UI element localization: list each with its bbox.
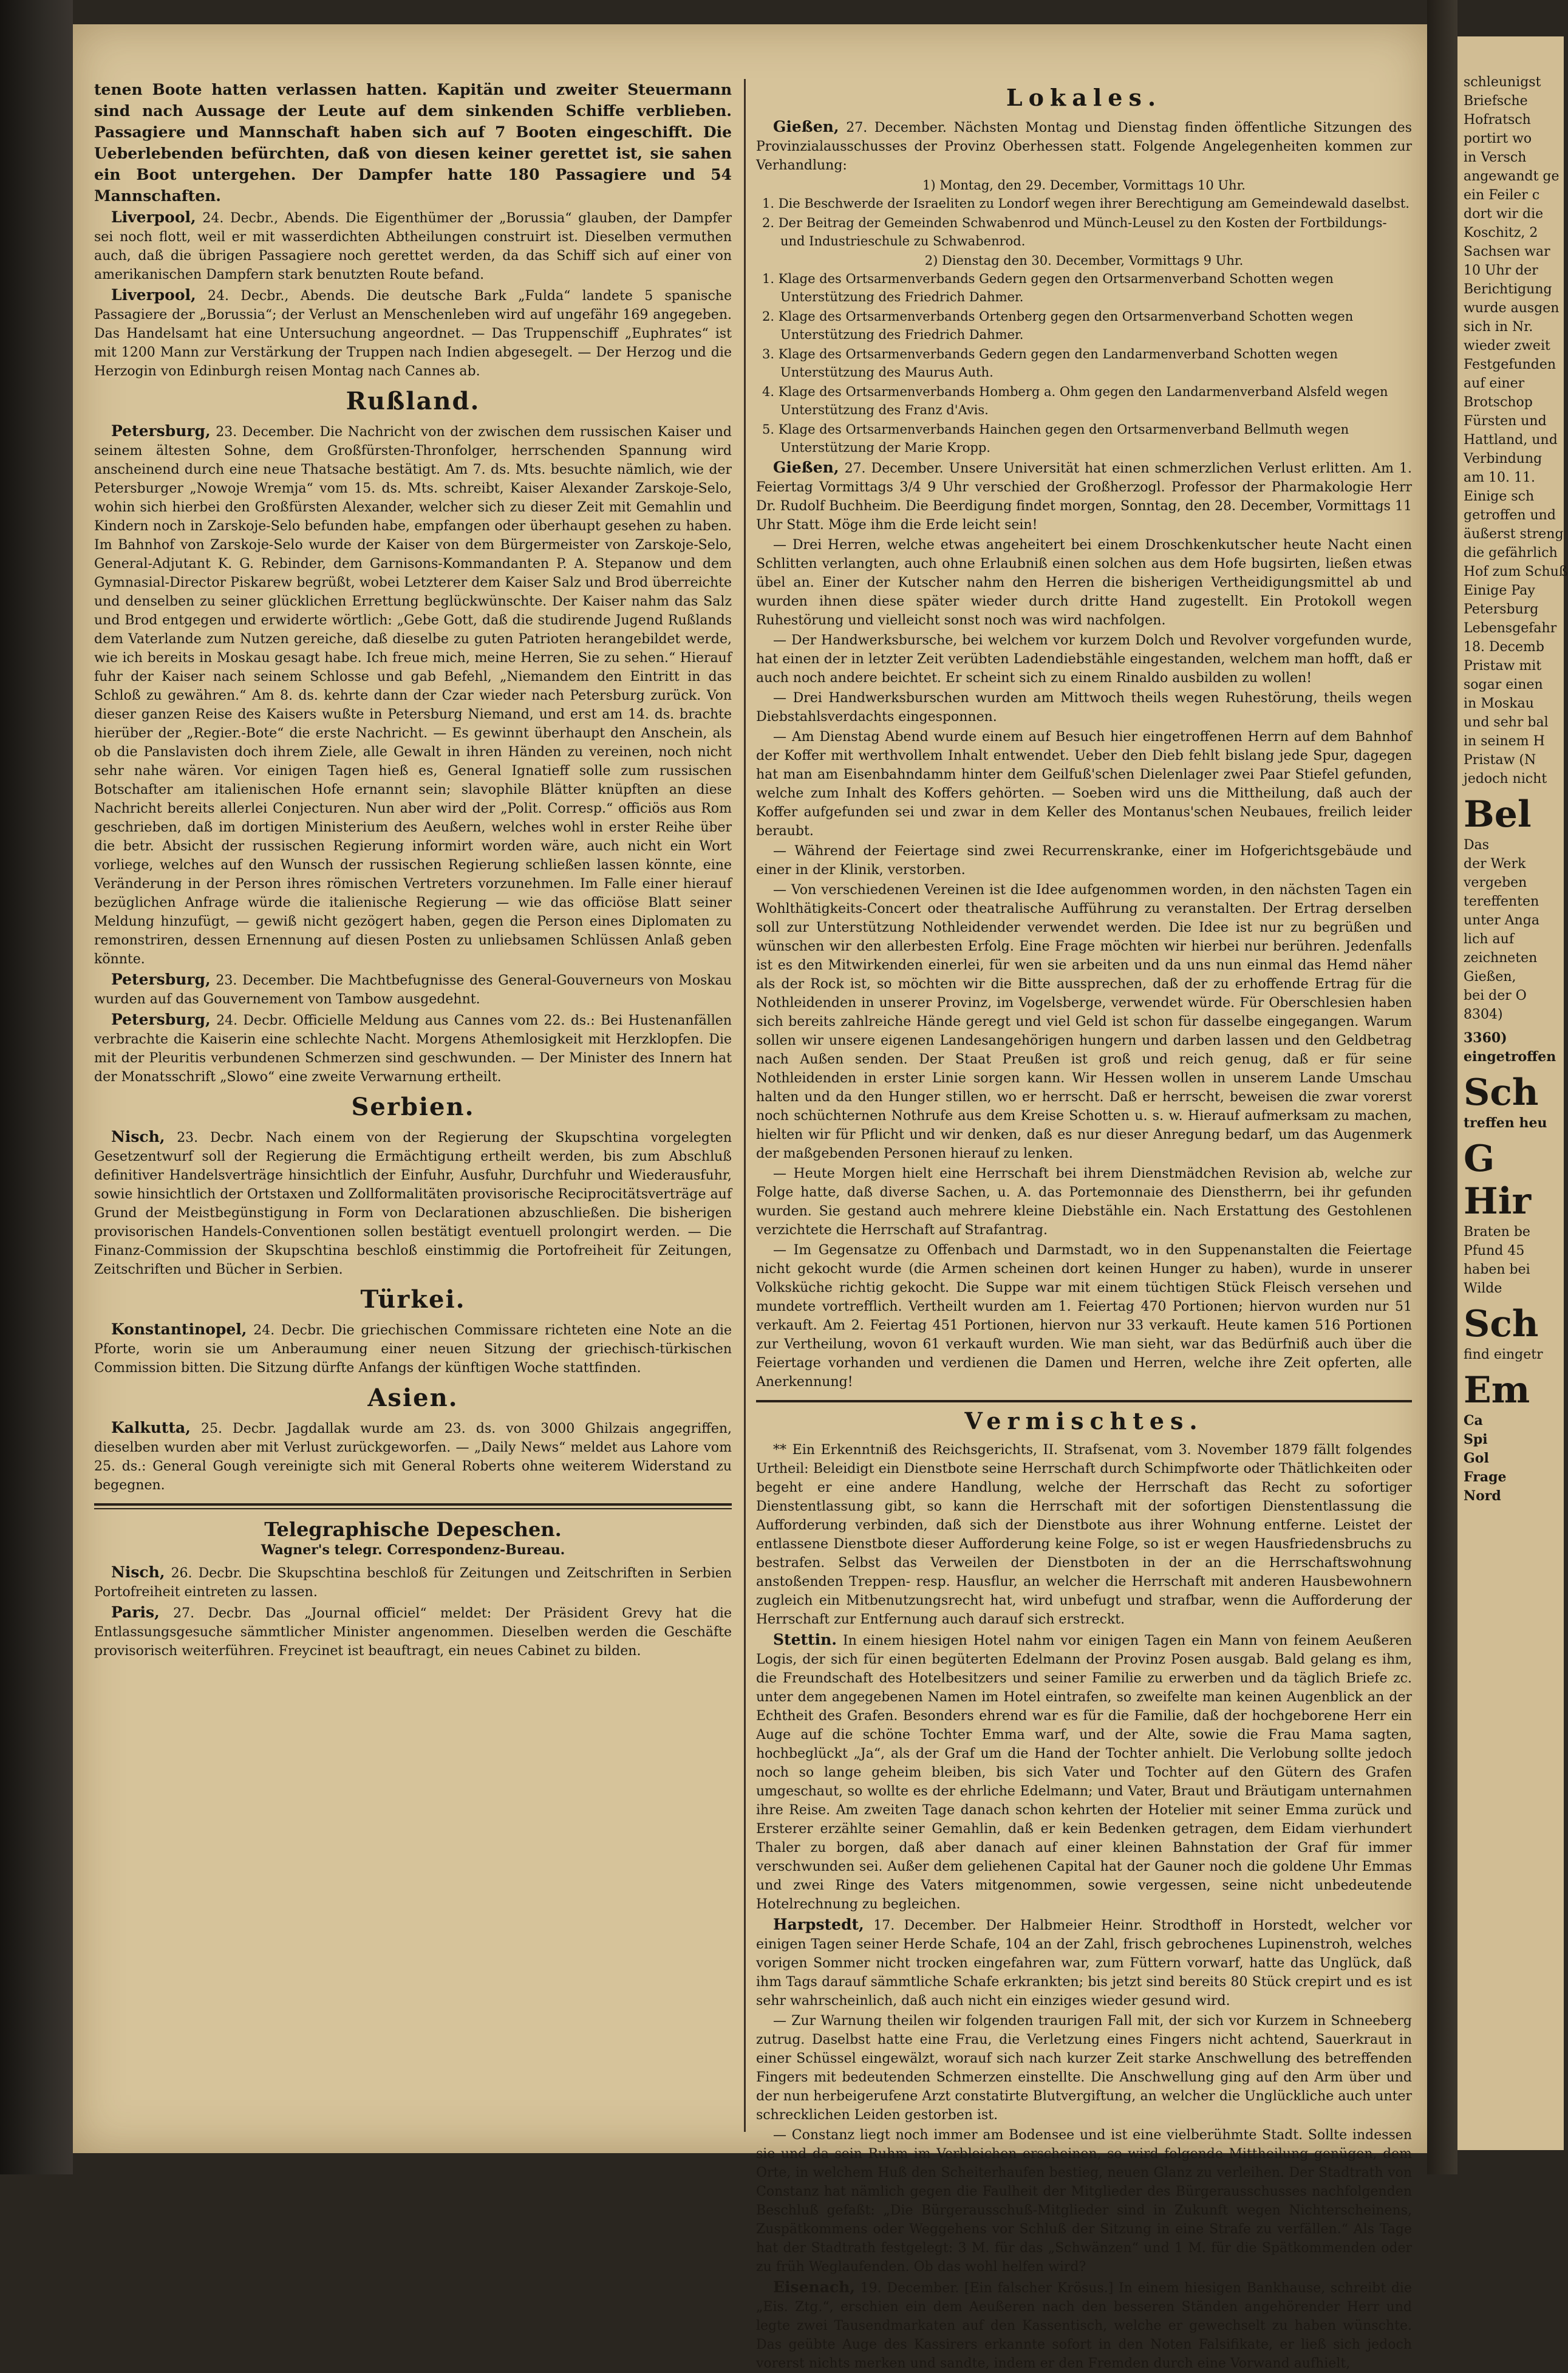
text-fragment: Frage <box>1464 1469 1507 1485</box>
article-liverpool-2: Liverpool, 24. Decbr., Abends. Die deutsche Bark „Fulda“ landete 5 spanische Passagiere der „Borussia“; der Verlust an Menschenleben wird auf ungefähr 169 angegeben. Das Handelsamt hat eine Untersuchung angeordnet. — Das Truppenschiff „Euphrates“ ist mit 1200 Mann zur Verstärkung der Truppen nach Indien abgesegelt. — Der Herzog und die Herzogin von Edinburgh reisen Montag nach Cannes ab. <box>94 286 732 379</box>
text-fragment: find eingetr <box>1464 1347 1543 1362</box>
text-fragment: in Moskau <box>1464 696 1534 711</box>
article-kalkutta: Kalkutta, 25. Decbr. Jagdallak wurde am 23. ds. von 3000 Ghilzais angegriffen, dieselben wurden aber mit Verlust zurückgeworfen. — „Daily News“ meldet aus Lahore vom 25. ds.: General Gough vereinigte sich mit General Roberts ohne weiterem Widerstand zu begegnen. <box>94 1419 732 1493</box>
fragment-block <box>1464 1029 1567 1067</box>
text-fragment: Briefsche <box>1464 94 1528 109</box>
text-fragment: Das <box>1464 838 1490 853</box>
text-fragment: Hofratsch <box>1464 112 1531 128</box>
dateline: Eisenach, <box>773 2278 856 2296</box>
local-note: — Am Dienstag Abend wurde einem auf Besuch hier eingetroffenen Herrn auf dem Bahnhof der Koffer mit werthvollem Inhalt entwendet. Ueber den Dieb fehlt bislang jede Spur, dagegen hat man am Eisenbahndamm hinter dem Geilfuß'schen Dielenlager zwei Paar Stiefel gefunden, welche zum Inhalt des Koffers gehörten. — Soeben wird uns die Mittheilung, daß auch der Koffer aufgefunden sei und zwar in dem Keller des Montanus'schen Neubaues, freilich leider beraubt. <box>756 729 1412 839</box>
text-fragment: unter Anga <box>1464 913 1539 928</box>
text-fragment: Pfund 45 <box>1464 1243 1525 1258</box>
text-fragment: tereffenten <box>1464 894 1539 909</box>
text-fragment: der Werk <box>1464 856 1526 872</box>
section-heading-lokales: Lokales. <box>1006 84 1162 111</box>
text-fragment: Berichtigung <box>1464 282 1552 297</box>
article-paris: Paris, 27. Decbr. Das „Journal officiel“ meldet: Der Präsident Grevy hat die Entlassungsgesuche sämmtlicher Minister angenommen. Dieselben werden die Geschäfte provisorisch weiterführen. Freycinet ist beauftragt, ein neues Cabinet zu bilden. <box>94 1603 732 1659</box>
agenda-item: 3. Klage des Ortsarmenverbands Gedern gegen den Landarmenverband Schotten wegen Unterstützung des Maurus Auth. <box>762 347 1338 380</box>
section-heading-tuerkei: Türkei. <box>360 1285 466 1314</box>
text-fragment: angewandt ge <box>1464 169 1559 184</box>
text-fragment: Festgefunden <box>1464 357 1556 372</box>
section-heading-serbien: Serbien. <box>351 1093 475 1121</box>
text-fragment: in Versch <box>1464 150 1527 165</box>
section-heading-russland: Rußland. <box>346 387 480 415</box>
text-fragment: auf einer <box>1464 376 1525 391</box>
text-fragment: Hattland, und <box>1464 432 1558 448</box>
text-fragment: Einige sch <box>1464 489 1535 504</box>
text-fragment: wurde ausgen <box>1464 301 1559 316</box>
telegraph-subheading: Wagner's telegr. Correspondenz-Bureau. <box>261 1542 565 1558</box>
dateline: Petersburg, <box>111 971 211 988</box>
text-fragment: Wilde <box>1464 1281 1502 1296</box>
text-fragment: Einige Pay <box>1464 583 1535 598</box>
dateline: Konstantinopel, <box>111 1320 247 1338</box>
agenda-day-2: 2) Dienstag den 30. December, Vormittags 9 Uhr. <box>924 253 1244 268</box>
text-fragment: Nord <box>1464 1488 1501 1504</box>
text-fragment: Koschitz, 2 <box>1464 225 1538 241</box>
text-fragment: Sachsen war <box>1464 244 1550 259</box>
book-binding-edge <box>0 0 73 2174</box>
text-fragment: haben bei <box>1464 1262 1530 1277</box>
text-fragment: wieder zweit <box>1464 338 1550 353</box>
agenda-item: 2. Der Beitrag der Gemeinden Schwabenrod und Münch-Leusel zu den Kosten der Fortbildungs- und Industrieschule zu Schwabenrod. <box>762 216 1387 248</box>
section-heading-asien: Asien. <box>367 1384 458 1412</box>
text-fragment: 8304) <box>1464 1007 1503 1022</box>
text-fragment: Fürsten und <box>1464 414 1547 429</box>
text-fragment: Ca <box>1464 1413 1483 1429</box>
text-fragment: sich in Nr. <box>1464 319 1533 335</box>
text-fragment: getroffen und <box>1464 508 1556 523</box>
column-divider <box>744 79 746 2132</box>
section-heading-vermischtes: Vermischtes. <box>964 1407 1204 1435</box>
fragment-block <box>1464 1114 1567 1133</box>
dateline: Petersburg, <box>111 422 211 440</box>
text-fragment: Braten be <box>1464 1224 1530 1240</box>
text-fragment: am 10. 11. <box>1464 470 1535 485</box>
dateline: Petersburg, <box>111 1011 211 1028</box>
text-fragment: Brotschop <box>1464 395 1533 410</box>
article-giessen-2: Gießen, 27. December. Unsere Universität hat einen schmerzlichen Verlust erlitten. Am 1. Feiertag Vormittags 3/4 9 Uhr verschied der Großherzogl. Professor der Pharmakologie Herr Dr. Rudolf Buchheim. Die Beerdigung findet morgen, Sonntag, den 28. December, Vormittags 11 Uhr Statt. Möge ihm die Erde leicht sein! <box>756 459 1413 533</box>
article-konstantinopel: Konstantinopel, 24. Decbr. Die griechischen Commissare richteten eine Note an die Pforte, worin sie um Anberaumung einer neuen Sitzung der griechisch-türkischen Commission bitten. Die Sitzung dürfte Anfangs der künftigen Woche stattfinden. <box>94 1320 732 1376</box>
text-fragment: die gefährlich <box>1464 545 1558 561</box>
text-fragment: 3360) <box>1464 1030 1507 1046</box>
text-fragment: schleunigst <box>1464 75 1541 90</box>
agenda-item: 1. Die Beschwerde der Israeliten zu Londorf wegen ihrer Berechtigung am Gemeindewald daselbst. <box>762 196 1409 211</box>
text-fragment: Gießen, <box>1464 969 1516 985</box>
adjacent-page-strip <box>1457 36 1568 2150</box>
dateline: Gießen, <box>773 459 839 476</box>
text-fragment: treffen heu <box>1464 1115 1547 1131</box>
local-note: — Drei Herren, welche etwas angeheitert bei einem Droschkenkutscher heute Nacht einen Schlitten verlangten, auch ohne Erlaubniß einen solchen aus dem Hofe bugsirten, ließen etwas übel an. Einer der Kutscher nahm den Herren die bisherigen Vertheidigungsmittel ab und wurden ihnen diese später wieder durch dritte Hand zugestellt. Ein Protokoll wegen Ruhestörung und vielleicht sonst noch was wird nachfolgen. <box>756 538 1412 628</box>
text-fragment: Pristaw mit <box>1464 658 1542 674</box>
text-fragment: 18. Decemb <box>1464 640 1544 655</box>
ad-heading-fragment: Sch <box>1464 1303 1539 1345</box>
right-column <box>756 79 1413 2371</box>
article-nisch-1: Nisch, 23. Decbr. Nach einem von der Regierung der Skupschtina vorgelegten Gesetzentwurf soll der Regierung die Ermächtigung ertheilt werden, bis zum Abschluß definitiver Handelsverträge hinsichtlich der Einfuhr, Ausfuhr, Durchfuhr und Wiederausfuhr, sowie hinsichtlich der Ortstaxen und Zollformalitäten provisorische Reciprocitätsverträge auf Grund der Meistbegünstigung in Form von Declarationen abzuschließen. Die bisherigen provisorischen Handels-Conventionen sollen bestätigt eventuell prolongirt werden. — Die Finanz-Commission der Skupschtina beschloß einstimmig die Portofreiheit für Zeitungen, Zeitschriften und Bücher in Serbien. <box>94 1128 732 1277</box>
article-petersburg-1: Petersburg, 23. December. Die Nachricht von der zwischen dem russischen Kaiser und seinem ältesten Sohne, dem Großfürsten-Thronfolger, herrschenden Spannung wird anscheinend durch eine neue Thatsache bestätigt. Am 7. ds. Mts. besuchte nämlich, wie der Petersburger „Nowoje Wremja“ vom 15. ds. Mts. schreibt, Kaiser Alexander Zarskoje-Selo, wohin sich hierbei den Großfürsten Alexander, welcher sich zu dieser Zeit mit Gemahlin und Kindern noch in Zarskoje-Selo befunden habe, empfangen oder überhaupt gesehen zu haben. Im Bahnhof von Zarskoje-Selo wurde der Kaiser von dem Bürgermeister von Zarskoje-Selo, General-Adjutant K. G. Rebinder, dem Garnisons-Kommandanten P. A. Stepanow und dem Gymnasial-Director Piskarew begrüßt, wobei Letzterer dem Kaiser Salz und Brod überreichte und denselben zu seiner glücklichen Errettung beglückwünschte. Der Kaiser nahm das Salz und Brod entgegen und erwiderte wörtlich: „Gebe Gott, daß die studirende Jugend Rußlands dem Vaterlande zum Nutzen gereiche, daß dieselbe zu guten Patrioten herangebildet werde, wie ich bereits in Moskau gesagt habe. Ich freue mich, meine Herren, Sie zu sehen.“ Hierauf fuhr der Kaiser nach seinem Schlosse und gab Befehl, „Niemandem den Eintritt in das Schloß zu gewähren.“ Am 8. ds. kehrte dann der Czar wieder nach Petersburg zurück. Von dieser ganzen Reise des Kaisers wußte in Petersburg Niemand, und erst am 14. ds. brachte hierüber der „Regier.-Bote“ die erste Nachricht. — Es gewinnt überhaupt den Anschein, als ob die Panslavisten doch ihrem Ziele, alle Gewalt in ihren Händen zu vereinen, noch nicht sehr nahe wären. Vor einigen Tagen hieß es, General Ignatieff solle zum russischen Botschafter am italienischen Hofe ernannt sein; slavophile Blätter knüpften an diese Nachricht bereits allerlei Conjecturen. Nun aber wird der „Polit. Corresp.“ officiös aus Rom geschrieben, daß im dortigen Ministerium des Aeußern, welches wohl in erster Reihe über die betr. Absicht der russischen Regierung informirt worden wäre, auch nicht ein Wort vorliege, welches auf den Wunsch der russischen Regierung schließen lassen könnte, eine Veränderung in der Person ihres römischen Vertreters vorzunehmen. Im Falle einer hierauf bezüglichen Anfrage würde die italienische Regierung — wie das officiöse Blatt seiner Meldung hinzufügt, — gewiß nicht gezögert haben, gegen die Person eines Diplomaten zu remonstriren, dessen Ernennung auf diesen Posten zu unliebsamen Schlüssen Anlaß geben könnte. <box>94 422 732 967</box>
dateline: Stettin. <box>773 1631 837 1648</box>
dateline: Kalkutta, <box>111 1419 191 1436</box>
text-fragment: 10 Uhr der <box>1464 263 1538 278</box>
fragment-block <box>1464 1223 1567 1298</box>
text-fragment: in seinem H <box>1464 734 1545 749</box>
article-eisenach: Eisenach, 19. December. [Ein falscher Krösus.] In einem hiesigen Bankhause, schreibt die „Eis. Ztg.“, erschien ein dem Aeußeren nach den besseren Ständen angehörender Herr und legte zwei Tausendmarkaten auf den Kassentisch, welche er gewechselt zu haben wünschte. Das geübte Auge des Kassirers erkannte sofort in den Noten Falsifikate, er ließ sich jedoch vorerst nichts merken und sandte, indem er den Fremden durch eine Vorwand aufhielt, <box>756 2278 1412 2371</box>
text-fragment: Petersburg <box>1464 602 1539 617</box>
text-fragment: eingetroffen <box>1464 1049 1556 1065</box>
fragment-block <box>1464 73 1567 788</box>
dateline: Liverpool, <box>111 208 196 226</box>
ad-heading-fragment: Sch <box>1464 1071 1539 1114</box>
text-fragment: bei der O <box>1464 988 1527 1003</box>
dateline: Paris, <box>111 1603 160 1621</box>
agenda-item: 4. Klage des Ortsarmenverbands Homberg a. Ohm gegen den Landarmenverband Alsfeld wegen Unterstützung des Franz d'Avis. <box>762 384 1388 417</box>
article-stettin: Stettin. In einem hiesigen Hotel nahm vor einigen Tagen ein Mann von feinem Aeußeren Logis, der sich für einen begüterten Edelmann der Provinz Posen ausgab. Bald gelang es ihm, die Freundschaft des Hotelbesitzers und seiner Familie zu erwerben und da täglich Briefe zc. unter dem angegebenen Namen im Hotel eintrafen, so zweifelte man keinen Augenblick an der Echtheit des Grafen. Besonders ehrend war es für die Familie, daß der hochgeborene Herr ein Auge auf die schöne Tochter Emma warf, und der Alte, sowie die Frau Mama sagten, hochbeglückt „Ja“, als der Graf um die Hand der Tochter anhielt. Die Verlobung sollte jedoch noch so lange geheim bleiben, bis sich Vater und Tochter auf den Gütern des Grafen umgeschaut, so wollte es der ehrliche Edelmann; und Vater, Braut und Bräutigam unternahmen ihre Reise. Am zweiten Tage danach schon kehrten der Hotelier mit seiner Emma zurück und Ersterer erzählte seiner Gemahlin, daß er kein Bedenken getragen, dem Eidam vierhundert Thaler zu borgen, daß aber danach auf einer kleinen Bahnstation der Graf für immer verschwunden sei. Außer dem geliehenen Capital hat der Gauner noch die goldene Uhr Emmas und zwei Ringe des Vaters mitgenommen, sowie vergessen, seine nicht unbedeutende Hotelrechnung zu begleichen. <box>756 1631 1412 1912</box>
ad-heading-fragment: Hir <box>1464 1180 1532 1223</box>
ad-heading-fragment: Bel <box>1464 793 1532 836</box>
misc-article: — Constanz liegt noch immer am Bodensee und ist eine vielberühmte Stadt. Sollte indessen sie und da sein Ruhm im Verbleichen erscheinen, so wird folgende Mittheilung genügen, dem Orte, in welchem Huß den Scheiterhaufen bestieg, neuen Glanz zu verleihen. Der Stadtrath von Constanz hat nämlich gegen die Faulheit der Mitglieder des Bürgerausschusses nachfolgenden Beschluß gefaßt: „Die Bürgerausschuß-Mitglieder sind in Zukunft wegen Nichterscheinens, Zuspätkommens oder Weggehens vor Schluß der Sitzung in eine Strafe zu verfällen.“ Als Tage hat der Stadtrath festgelegt: 3 M. für das „Schwänzen“ und 1 M. für die Spätkommenden oder zu früh Weglaufenden. Ob das wohl helfen wird? <box>756 2128 1412 2275</box>
text-fragment: sogar einen <box>1464 677 1543 692</box>
text-fragment: Pristaw (N <box>1464 753 1536 768</box>
text-fragment: ein Feiler c <box>1464 188 1540 203</box>
article-harpstedt: Harpstedt, 17. December. Der Halbmeier Heinr. Strodthoff in Horstedt, welcher vor einigen Tagen seiner Herde Schafe, 104 an der Zahl, frisch gebrochenes Lupinenstroh, welches vorigen Sommer nicht trocken eingefahren war, zum Füttern vorwarf, hatte das Unglück, daß ihm Tags darauf sämmtliche Schafe erkrankten; bis jetzt sind bereits 80 Stück crepirt und es ist sehr wahrscheinlich, daß auch nicht ein einziges wieder gesund wird. <box>756 1916 1413 2009</box>
ad-heading-fragment: G <box>1464 1138 1495 1180</box>
text-fragment: Spi <box>1464 1432 1488 1447</box>
text-fragment: Verbindung <box>1464 451 1542 466</box>
agenda-item: 1. Klage des Ortsarmenverbands Gedern gegen den Ortsarmenverband Schotten wegen Unterstützung des Friedrich Dahmer. <box>762 271 1334 304</box>
text-fragment: Gol <box>1464 1450 1489 1466</box>
agenda-item: 5. Klage des Ortsarmenverbands Hainchen gegen den Ortsarmenverband Bellmuth wegen Unterstützung der Marie Kropp. <box>762 422 1349 455</box>
local-note: — Der Handwerksbursche, bei welchem vor kurzem Dolch und Revolver vorgefunden wurde, hat einen der in letzter Zeit verübten Ladendiebstähle eingestanden, welchem man hofft, daß er auch noch andere beichtet. Er scheint sich zu einem Rinaldo ausbilden zu wollen! <box>756 633 1412 686</box>
dateline: Gießen, <box>773 118 839 135</box>
misc-article: — Zur Warnung theilen wir folgenden traurigen Fall mit, der sich vor Kurzem in Schneeberg zutrug. Daselbst hatte eine Frau, die Verletzung eines Fingers nicht achtend, Sauerkraut in einer Schüssel eingewälzt, worauf sich nach kurzer Zeit starke Anschwellung des betreffenden Fingers mit bedeutenden Schmerzen einstellte. Die Anschwellung ging auf den Arm über und der nun herbeigerufene Arzt constatirte Blutvergiftung, an welcher die Unglückliche auch unter schrecklichen Leiden gestorben ist. <box>756 2013 1412 2123</box>
fragment-block <box>1464 1412 1567 1506</box>
misc-article: ** Ein Erkenntniß des Reichsgerichts, II. Strafsenat, vom 3. November 1879 fällt folgendes Urtheil: Beleidigt ein Dienstbote seine Herrschaft durch Schimpfworte oder Thätlichkeiten oder begeht er eine andere Handlung, welche der Herrschaft das Recht zu sofortiger Dienstentlassung gibt, so kann die Herrschaft mit der sofortigen Dienstentlassung die Aufforderung verbinden, daß sich der Dienstbote aus ihrer Wohnung entferne. Leistet der entlassene Dienstbote dieser Aufforderung keine Folge, so ist er wegen Hausfriedensbruchs zu bestrafen. Selbst das Verweilen der Dienstboten in der an die Herrschaftswohnung anstoßenden Treppen- resp. Hausflur, an welcher die Herrschaft mit anderen Hausbewohnern zugleich ein Mitbenutzungsrecht hat, wird unbefugt und strafbar, wenn die Aufforderung der Herrschaft zur Entfernung auch darauf sich erstreckt. <box>756 1443 1412 1627</box>
left-column <box>94 79 732 2132</box>
text-fragment: portirt wo <box>1464 131 1532 146</box>
text-fragment: zeichneten <box>1464 951 1538 966</box>
dateline: Harpstedt, <box>773 1916 864 1933</box>
agenda-day-1: 1) Montag, den 29. December, Vormittags 10 Uhr. <box>922 178 1246 193</box>
telegraph-heading: Telegraphische Depeschen. <box>264 1518 562 1541</box>
section-rule <box>94 1503 732 1506</box>
local-note: — Drei Handwerksburschen wurden am Mittwoch theils wegen Ruhestörung, theils wegen Diebstahlsverdachts eingesponnen. <box>756 691 1412 725</box>
text-fragment: äußerst streng <box>1464 527 1564 542</box>
text-fragment: und sehr bal <box>1464 715 1549 730</box>
text-fragment: Lebensgefahr <box>1464 621 1557 636</box>
article-giessen-1: Gießen, 27. December. Nächsten Montag und Dienstag finden öffentliche Sitzungen des Provinzialausschusses der Provinz Oberhessen statt. Folgende Angelegenheiten kommen zur Verhandlung: <box>756 118 1412 173</box>
local-note: — Von verschiedenen Vereinen ist die Idee aufgenommen worden, in den nächsten Tagen ein Wohlthätigkeits-Concert oder theatralische Aufführung zu veranstalten. Der Ertrag derselben soll zur Unterstützung Nothleidender verwendet werden. Die Idee ist nur zu begrüßen und wünschen wir den allerbesten Erfolg. Eine Frage möchten wir hierbei nur berühren. Jedenfalls ist es den Mitwirkenden einerlei, für wen sie arbeiten und da uns nun einmal das Hemd näher als der Rock ist, so möchten wir die Bitte aussprechen, daß der zu erhoffende Ertrag für die Nothleidenden in unserer Provinz, im Vogelsberge, verwendet würde. Für Oberschlesien haben sich bereits zahlreiche Hände geregt und viel Geld ist schon für dasselbe eingegangen. Warum sollen wir unsere eigenen Landesangehörigen hungern und darben lassen und den Geldbetrag nach Außen senden. Der Staat Preußen ist groß und reich genug, daß er für seine Nothleidenden in erster Linie sorgen kann. Wir Hessen wollen in unserem Lande Umschau halten und da den Hunger stillen, wo er herrscht. Daß er herrscht, beweisen die zwar vorerst noch schüchternen Nothrufe aus dem Kreise Schotten u. s. w. Hierauf aufmerksam zu machen, hielten wir für Pflicht und wir denken, daß es nur dieser Anregung bedarf, um das Augenmerk der maßgebenden Personen hierauf zu lenken. <box>756 883 1412 1161</box>
fragment-block <box>1464 1345 1567 1364</box>
local-note: — Heute Morgen hielt eine Herrschaft bei ihrem Dienstmädchen Revision ab, welche zur Folge hatte, daß diverse Sachen, u. A. das Portemonnaie des Dienstherrn, bei ihr gefunden wurden. Sie gestand auch mehrere kleine Diebstähle ein. Nach Erstattung des Gestohlenen verzichtete die Herrschaft auf Strafantrag. <box>756 1166 1412 1238</box>
article-petersburg-3: Petersburg, 24. Decbr. Officielle Meldung aus Cannes vom 22. ds.: Bei Hustenanfällen verbrachte die Kaiserin eine schlechte Nacht. Morgens Athemlosigkeit mit Herzklopfen. Die mit der Pleuritis verbundenen Schmerzen sind geschwunden. — Der Minister des Innern hat der Monatsschrift „Slowo“ eine zweite Verwarnung ertheilt. <box>94 1011 732 1085</box>
ad-heading-fragment: Em <box>1464 1369 1530 1412</box>
section-rule <box>756 1400 1412 1402</box>
local-note: — Während der Feiertage sind zwei Recurrenskranke, einer im Hofgerichtsgebäude und einer in der Klinik, verstorben. <box>756 844 1412 878</box>
agenda-item: 2. Klage des Ortsarmenverbands Ortenberg gegen den Ortsarmenverband Schotten wegen Unterstützung des Friedrich Dahmer. <box>762 309 1354 342</box>
dateline: Nisch, <box>111 1563 165 1581</box>
fragment-block <box>1464 836 1567 1024</box>
text-fragment: lich auf <box>1464 932 1514 947</box>
intro-paragraph: tenen Boote hatten verlassen hatten. Kapitän und zweiter Steuermann sind nach Aussage der Leute auf dem sinkenden Schiffe verblieben. Passagiere und Mannschaft haben sich auf 7 Booten eingeschifft. Die Ueberlebenden befürchten, daß von diesen keiner gerettet ist, sie sahen ein Boot untergehen. Der Dampfer hatte 180 Passagiere und 54 Mannschaften. <box>94 81 732 205</box>
adjacent-page-text <box>1464 73 1567 1511</box>
local-note: — Im Gegensatze zu Offenbach und Darmstadt, wo in den Suppenanstalten die Feiertage nicht gekocht wurde (die Armen scheinen dort keinen Hunger zu haben), wurde in unserer Volksküche richtig gekocht. Die Suppe war mit einem tüchtigen Stück Fleisch versehen und mundete vortrefflich. Vertheilt wurden am 1. Feiertag 470 Portionen; hiervon wurden nur 51 verkauft. Am 2. Feiertag 451 Portionen, hiervon nur 33 verkauft. Heute kamen 516 Portionen zur Vertheilung, wovon 61 verkauft wurden. Wie man sieht, war das Bedürfniß auch über die Feiertage vorhanden und verdienen die Damen und Herren, welche ihre Zeit opferten, alle Anerkennung! <box>756 1243 1412 1390</box>
article-nisch-2: Nisch, 26. Decbr. Die Skupschtina beschloß für Zeitungen und Zeitschriften in Serbien Portofreiheit eintreten zu lassen. <box>94 1563 732 1600</box>
section-rule-thin <box>94 1508 732 1509</box>
article-petersburg-2: Petersburg, 23. December. Die Machtbefugnisse des General-Gouverneurs von Moskau wurden auf das Gouvernement von Tambow ausgedehnt. <box>94 971 732 1007</box>
text-fragment: jedoch nicht <box>1464 771 1547 787</box>
article-liverpool-1: Liverpool, 24. Decbr., Abends. Die Eigenthümer der „Borussia“ glauben, der Dampfer sei noch flott, weil er mit wasserdichten Abtheilungen construirt ist. Dieselben vermuthen auch, daß die übrigen Passagiere noch gerettet werden, da das Schiff sich auf einer von amerikanischen Dampfern stark benutzten Route befand. <box>94 208 732 282</box>
text-fragment: vergeben <box>1464 875 1527 890</box>
dateline: Nisch, <box>111 1128 165 1146</box>
dateline: Liverpool, <box>111 286 196 304</box>
text-fragment: Hof zum Schuß <box>1464 564 1568 579</box>
text-fragment: dort wir die <box>1464 207 1544 222</box>
book-gutter <box>1427 0 1457 2174</box>
